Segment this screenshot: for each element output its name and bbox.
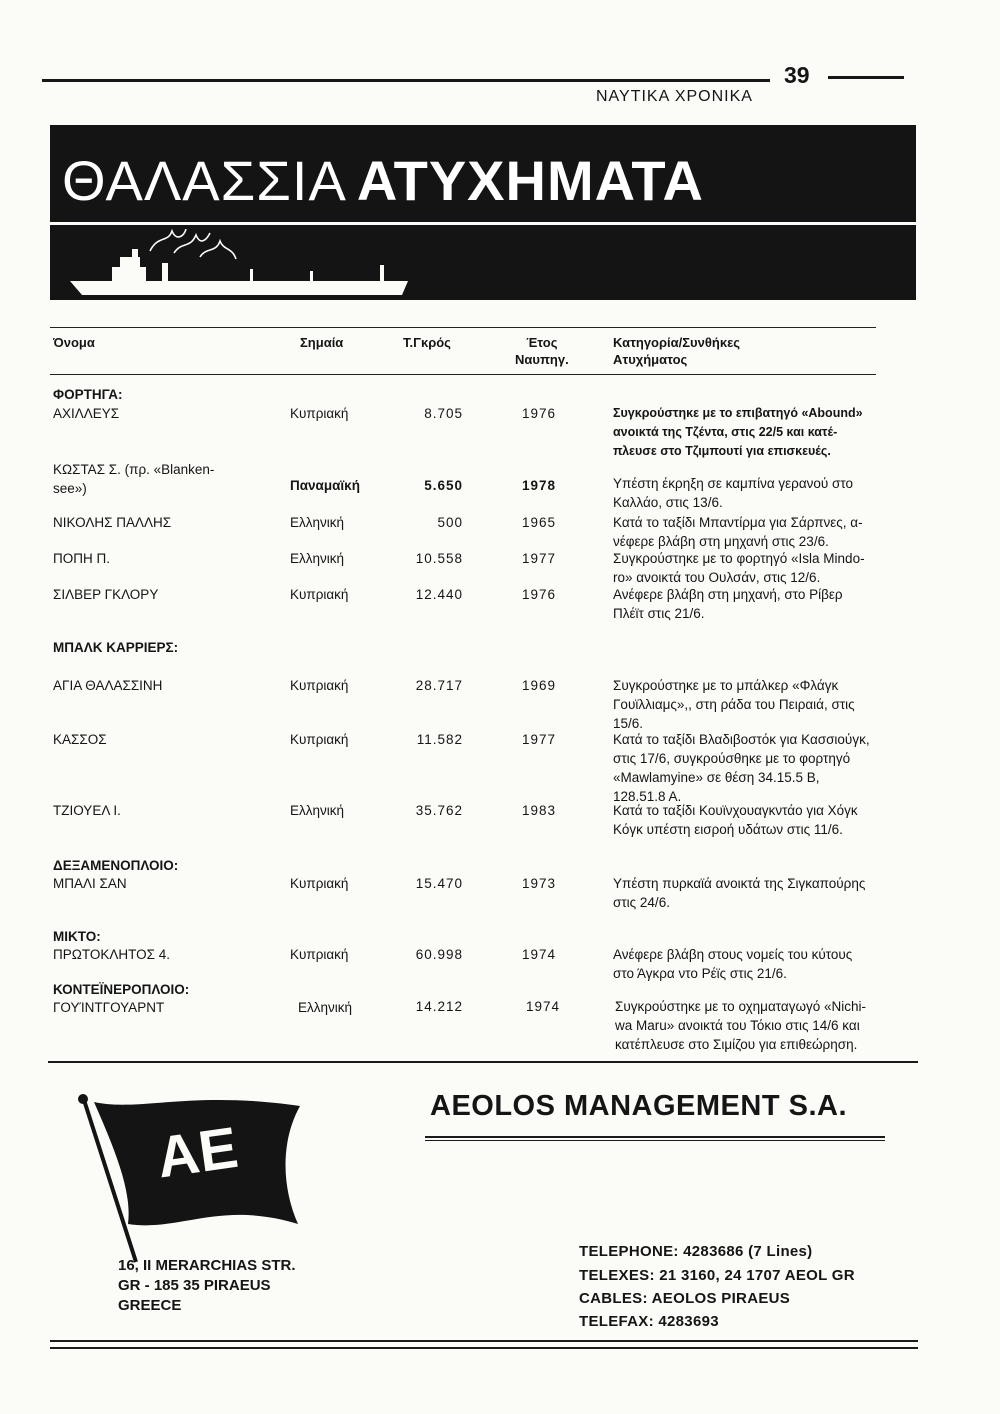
table-row-description: Συγκρούστηκε με το φορτηγό «Isla Mindo- ro» ανοικτά του Ουλσάν, στις 12/6. [613, 551, 865, 585]
footer-rule [50, 1340, 918, 1342]
section-banner [50, 125, 916, 300]
table-row-year: 1977 [521, 551, 557, 566]
column-header-year-line2: Ναυπηγ. [515, 352, 569, 367]
table-row-description: Ανέφερε βλάβη στους νομείς του κύτους στο Άγκρα ντο Ρέϊς στις 21/6. [613, 947, 853, 981]
banner-divider [50, 222, 916, 225]
table-row-name: ΑΧΙΛΛΕΥΣ [53, 406, 120, 421]
column-header-year-line1: Έτος [526, 335, 558, 350]
category-cargo: ΦΟΡΤΗΓΑ: [53, 387, 123, 402]
table-row-name: ΜΠΑΛΙ ΣΑΝ [53, 876, 127, 891]
table-row-gross: 500 [437, 515, 463, 530]
column-header-year [515, 334, 569, 368]
column-header-description-line2: Ατυχήματος [613, 352, 688, 367]
category-tanker: ΔΕΞΑΜΕΝΟΠΛΟΙΟ: [53, 858, 179, 873]
table-row-description: Συγκρούστηκε με το επιβατηγό «Abound» ανοικτά της Τζέντα, στις 22/5 και κατέ- πλευσε στο Τζιμπουτί για επισκευές. [613, 406, 863, 458]
table-row-flag: Ελληνική [290, 515, 345, 530]
contact-telexes: TELEXES: 21 3160, 24 1707 AEOL GR [579, 1267, 855, 1284]
magazine-name: ΝΑΥΤΙΚΑ ΧΡΟΝΙΚΑ [596, 88, 753, 105]
table-row-flag: Κυπριακή [290, 947, 349, 962]
table-row-flag: Ελληνική [290, 551, 345, 566]
table-row-flag: Ελληνική [290, 803, 345, 818]
table-header-rule-bottom [50, 374, 876, 375]
burning-ship-icon [50, 229, 916, 300]
table-row-year: 1976 [521, 406, 557, 421]
table-row-flag: Παναμαϊκή [290, 478, 360, 493]
table-row-name: ΠΡΩΤΟΚΛΗΤΟΣ 4. [53, 947, 170, 962]
page-number: 39 [784, 62, 810, 88]
contact-telephone: TELEPHONE: 4283686 (7 Lines) [579, 1243, 813, 1260]
column-header-name: Όνομα [53, 335, 95, 350]
table-row-description: Κατά το ταξίδι Μπαντίρμα για Σάρπνες, α- νέφερε βλάβη στη μηχανή στις 23/6. [613, 515, 863, 549]
table-row-gross: 35.762 [415, 803, 463, 818]
column-header-flag: Σημαία [300, 335, 344, 350]
table-row-gross: 5.650 [424, 478, 463, 493]
company-name: AEOLOS MANAGEMENT S.A. [430, 1090, 848, 1122]
banner-title [62, 151, 704, 211]
table-row-name: ΤΖΙΟΥΕΛ Ι. [53, 803, 121, 818]
table-row-year: 1976 [521, 587, 557, 602]
address-street: 16, II MERARCHIAS STR. [118, 1257, 296, 1274]
table-row-gross: 8.705 [424, 406, 463, 421]
category-bulk-carriers: ΜΠΑΛΚ ΚΑΡΡΙΕΡΣ: [53, 640, 179, 655]
header-rule-left [42, 79, 770, 82]
table-row-name: ΝΙΚΟΛΗΣ ΠΑΛΛΗΣ [53, 515, 172, 530]
logo-letters: AE [152, 1114, 242, 1191]
table-row-flag: Κυπριακή [290, 732, 349, 747]
table-row-gross: 11.582 [416, 732, 463, 747]
address-city: GR - 185 35 PIRAEUS [118, 1277, 271, 1294]
header-rule-right [828, 76, 904, 79]
table-header-rule-top [50, 327, 876, 328]
category-container-ship: ΚΟΝΤΕΪΝΕΡΟΠΛΟΙΟ: [53, 982, 190, 997]
column-header-gross: Τ.Γκρός [403, 335, 451, 350]
table-row-name: ΓΟΥΊΝΤΓΟΥΑΡΝΤ [53, 1000, 165, 1015]
banner-title-light: ΘΑΛΑΣΣΙΑ [62, 149, 347, 212]
table-row-year: 1973 [521, 876, 557, 891]
banner-title-bold: ΑΤΥΧΗΜΑΤΑ [356, 149, 704, 212]
table-row-name: ΣΙΛΒΕΡ ΓΚΛΟΡΥ [53, 587, 159, 602]
company-flag-logo [70, 1092, 310, 1267]
table-row-year: 1974 [521, 947, 557, 962]
column-header-description [613, 334, 740, 368]
table-row-gross: 28.717 [415, 678, 463, 693]
table-row-year: 1965 [521, 515, 557, 530]
table-row-flag: Ελληνική [298, 1000, 353, 1015]
table-row-year: 1977 [521, 732, 557, 747]
table-row-name: ΚΑΣΣΟΣ [53, 732, 107, 747]
footer-rule [50, 1347, 918, 1349]
table-row-description: Ανέφερε βλάβη στη μηχανή, στο Ρίβερ Πλέϊτ στις 21/6. [613, 587, 843, 621]
contact-telefax: TELEFAX: 4283693 [579, 1313, 719, 1330]
category-mixed: ΜΙΚΤΟ: [53, 929, 101, 944]
table-row-description: Συγκρούστηκε με το μπάλκερ «Φλάγκ Γουϊλλιαμς»,, στη ράδα του Πειραιά, στις 15/6. [613, 678, 855, 731]
table-row-year: 1969 [521, 678, 557, 693]
table-row-gross: 60.998 [415, 947, 463, 962]
column-header-description-line1: Κατηγορία/Συνθήκες [613, 335, 740, 350]
company-name-rule [425, 1140, 885, 1141]
table-row-gross: 15.470 [415, 876, 463, 891]
table-row-gross: 12.440 [415, 587, 463, 602]
table-row-description: Κατά το ταξίδι Κουϊνχουαγκντάο για Χόγκ Κόγκ υπέστη εισροή υδάτων στις 11/6. [613, 803, 858, 837]
table-row-year: 1983 [521, 803, 557, 818]
table-row-name: ΑΓΙΑ ΘΑΛΑΣΣΙΝΗ [53, 678, 163, 693]
table-row-year: 1978 [521, 478, 557, 493]
table-row-flag: Κυπριακή [290, 587, 349, 602]
table-row-name: ΚΩΣΤΑΣ Σ. (πρ. «Blanken- see») [53, 462, 215, 496]
contact-cables: CABLES: AEOLOS PIRAEUS [579, 1290, 791, 1307]
table-row-description: Υπέστη έκρηξη σε καμπίνα γερανού στο Καλλάο, στις 13/6. [613, 476, 854, 510]
address-country: GREECE [118, 1297, 182, 1314]
table-end-rule [48, 1061, 918, 1063]
table-row-gross: 10.558 [415, 551, 463, 566]
table-row-description: Συγκρούστηκε με το οχηματαγωγό «Nichi- wa Maru» ανοικτά του Τόκιο στις 14/6 και κατέπλευσε στο Σιμίζου για επιθεώρηση. [615, 999, 867, 1052]
table-row-description: Κατά το ταξίδι Βλαδιβοστόκ για Κασσιούγκ, στις 17/6, συγκρούσθηκε με το φορτηγό «Mawlamyine» σε θέση 34.15.5 Β, 128.51.8 Α. [613, 732, 870, 804]
table-row-description: Υπέστη πυρκαϊά ανοικτά της Σιγκαπούρης στις 24/6. [613, 876, 866, 910]
table-row-year: 1974 [525, 999, 561, 1014]
table-row-flag: Κυπριακή [290, 406, 349, 421]
company-name-rule [425, 1136, 885, 1138]
table-row-flag: Κυπριακή [290, 876, 349, 891]
table-row-gross: 14.212 [415, 999, 463, 1014]
table-row-flag: Κυπριακή [290, 678, 349, 693]
table-row-name: ΠΟΠΗ Π. [53, 551, 110, 566]
